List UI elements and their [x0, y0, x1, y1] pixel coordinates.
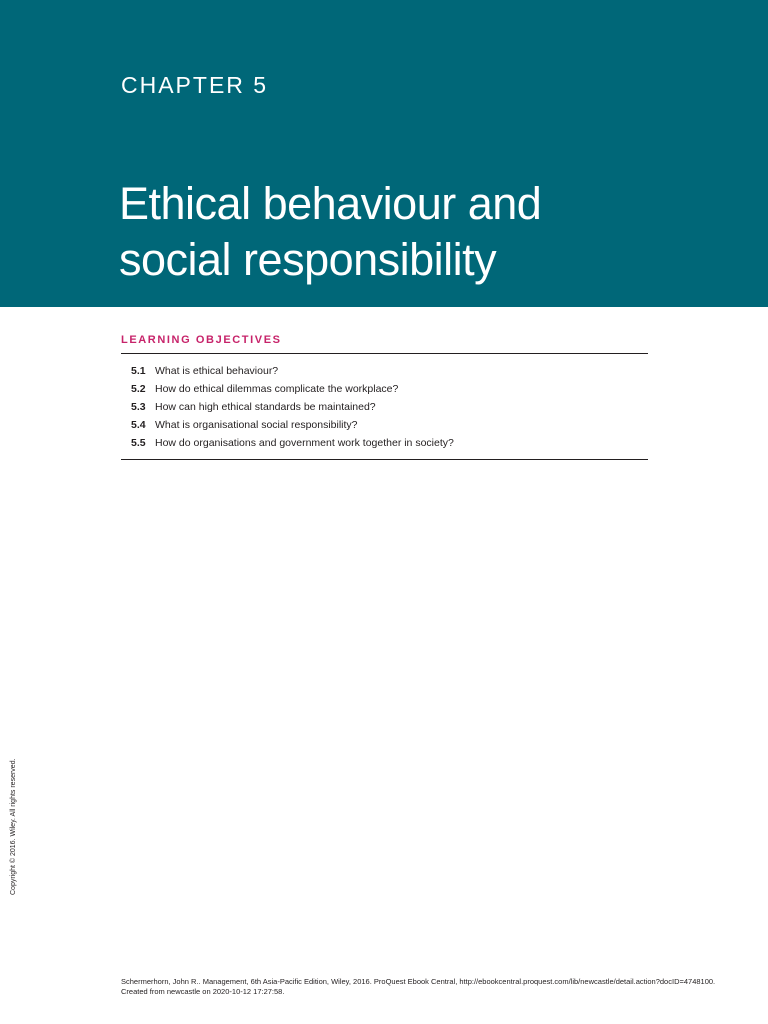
objective-number: 5.3 — [131, 401, 146, 413]
objective-text: How can high ethical standards be maintained? — [155, 401, 376, 413]
divider-bottom — [121, 459, 648, 460]
citation-line-2: Created from newcastle on 2020-10-12 17:27:58. — [121, 987, 285, 996]
objective-item — [131, 380, 454, 398]
objective-text: What is organisational social responsibility? — [155, 419, 358, 431]
objective-text: What is ethical behaviour? — [155, 365, 279, 377]
objective-item — [131, 362, 454, 380]
chapter-title — [119, 176, 739, 288]
objective-number: 5.1 — [131, 365, 146, 377]
chapter-header-band — [0, 0, 768, 307]
objective-item — [131, 434, 454, 452]
objective-number: 5.4 — [131, 419, 146, 431]
chapter-title-line-1: Ethical behaviour and — [119, 178, 542, 229]
chapter-label: CHAPTER 5 — [121, 72, 269, 98]
objective-text: How do organisations and government work together in society? — [155, 437, 454, 449]
learning-objectives-list — [131, 362, 454, 452]
objective-item — [131, 398, 454, 416]
citation-line-1: Schermerhorn, John R.. Management, 6th Asia-Pacific Edition, Wiley, 2016. ProQuest Ebook Central, http://ebookcentral.proquest.com/lib/newcastle/detail.action?docID=4748100. — [121, 977, 716, 986]
objective-item — [131, 416, 454, 434]
learning-objectives-heading: LEARNING OBJECTIVES — [121, 334, 282, 346]
footer-citation — [121, 977, 715, 997]
chapter-title-line-2: social responsibility — [119, 234, 497, 285]
objective-text: How do ethical dilemmas complicate the workplace? — [155, 383, 399, 395]
objective-number: 5.5 — [131, 437, 146, 449]
side-copyright-notice: Copyright © 2016. Wiley. All rights reserved. — [10, 758, 17, 895]
objective-number: 5.2 — [131, 383, 146, 395]
divider-top — [121, 353, 648, 354]
